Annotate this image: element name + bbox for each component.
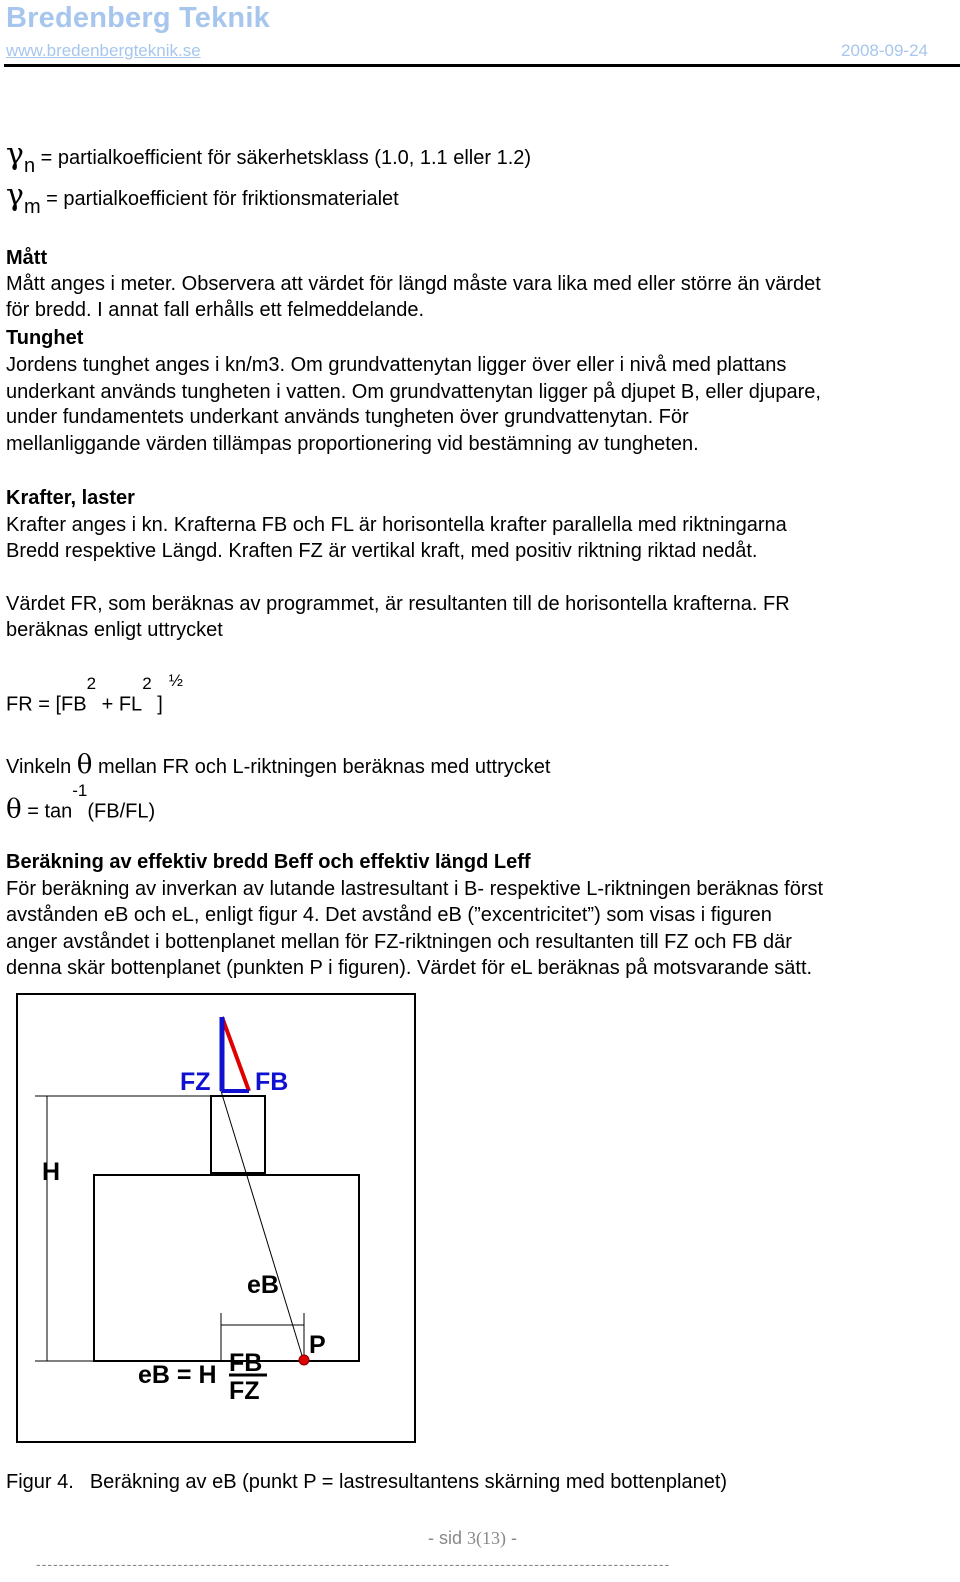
matt-line: för bredd. I annat fall erhålls ett felmeddelande. (6, 299, 425, 321)
fr-exponent: 2 (142, 674, 152, 693)
page-number: 3(13) (467, 1528, 506, 1548)
matt-heading: Mått (6, 247, 48, 269)
figure-4-diagram (18, 995, 418, 1445)
figure-caption (6, 1470, 727, 1494)
fr-exponent: 2 (86, 674, 97, 693)
angle-description (6, 750, 551, 780)
figure-4 (16, 993, 416, 1443)
fb-label: FB (255, 1068, 289, 1096)
angle-formula (6, 781, 156, 825)
company-title: Bredenberg Teknik (6, 2, 270, 34)
eb-formula-denominator: FZ (229, 1377, 260, 1405)
krafter-heading: Krafter, laster (6, 487, 135, 509)
header-divider (4, 64, 960, 67)
tunghet-line: Jordens tunghet anges i kn/m3. Om grundvattenytan ligger över eller i nivå med plattans (6, 354, 787, 376)
company-url-link[interactable]: www.bredenbergteknik.se (6, 41, 201, 60)
page-footer (0, 1528, 945, 1549)
p-label: P (309, 1331, 326, 1359)
figure-caption-text: Beräkning av eB (punkt P = lastresultantens skärning med bottenplanet) (89, 1471, 728, 1493)
angle-text: mellan FR och L-riktningen beräknas med uttrycket (92, 756, 551, 778)
column-outline (211, 1096, 265, 1173)
figure-caption-label: Figur 4. (6, 1471, 74, 1493)
gamma-n-text: = partialkoefficient för säkerhetsklass (1.0, 1.1 eller 1.2) (35, 147, 532, 169)
fr-line: beräknas enligt uttrycket (6, 619, 223, 641)
fb-vector-line (222, 1017, 249, 1091)
tunghet-line: mellanliggande värden tillämpas proportionering vid bestämning av tungheten. (6, 433, 699, 455)
matt-line: Mått anges i meter. Observera att värdet för längd måste vara lika med eller större än värdet (6, 273, 821, 295)
angle-formula-exponent: -1 (72, 781, 88, 800)
beff-line: anger avståndet i bottenplanet mellan för FZ-riktningen och resultanten till FZ och FB där (6, 931, 792, 953)
fr-half-exponent: ½ (168, 671, 183, 690)
gamma-symbol: γ (6, 137, 24, 172)
gamma-n-subscript: n (23, 155, 36, 177)
fz-label: FZ (180, 1068, 211, 1096)
beff-heading: Beräkning av effektiv bredd Beff och effektiv längd Leff (6, 851, 531, 873)
eb-formula-left: eB = H (138, 1361, 217, 1389)
eb-formula-numerator: FB (229, 1349, 263, 1377)
document-date: 2008-09-24 (841, 41, 928, 60)
beff-line: För beräkning av inverkan av lutande lastresultant i B- respektive L-riktningen beräknas först (6, 878, 824, 900)
eb-label: eB (247, 1271, 279, 1299)
tunghet-heading: Tunghet (6, 327, 84, 349)
fr-formula-part: ] (151, 693, 163, 716)
krafter-line: Bredd respektive Längd. Kraften FZ är vertikal kraft, med positiv riktning riktad nedåt. (6, 540, 758, 562)
beff-line: denna skär bottenplanet (punkten P i figuren). Värdet för eL beräknas på motsvarande sätt. (6, 957, 813, 979)
footer-dashed-rule: ---------------------------------------------------------------------------------------------------------------- (36, 1556, 671, 1572)
beff-line: avstånden eB och eL, enligt figur 4. Det avstånd eB (”excentricitet”) som visas i figuren (6, 904, 772, 926)
angle-formula-part: = tan (21, 800, 73, 823)
tunghet-line: under fundamentets underkant används tungheten över grundvattenytan. För (6, 406, 689, 428)
gamma-n-definition (6, 137, 532, 178)
gamma-symbol: γ (6, 178, 24, 213)
footer-prefix: - sid (427, 1528, 467, 1548)
krafter-line: Krafter anges i kn. Krafterna FB och FL är horisontella krafter parallella med riktningarna (6, 514, 787, 536)
fr-formula-part: + FL (96, 693, 143, 716)
h-label: H (42, 1158, 61, 1186)
gamma-m-subscript: m (23, 196, 41, 218)
point-p-marker (299, 1355, 309, 1365)
resultant-line (221, 1091, 304, 1362)
theta-symbol: θ (6, 794, 22, 825)
footer-suffix: - (506, 1528, 517, 1548)
angle-formula-part: (FB/FL) (87, 800, 156, 823)
fr-formula-part: FR = [FB (6, 693, 87, 716)
theta-symbol: θ (76, 750, 93, 780)
tunghet-line: underkant används tungheten i vatten. Om grundvattenytan ligger på djupet B, eller djupare, (6, 381, 821, 403)
angle-text: Vinkeln (6, 756, 77, 778)
fr-formula (6, 671, 183, 717)
fr-line: Värdet FR, som beräknas av programmet, är resultanten till de horisontella krafterna. FR (6, 593, 790, 615)
gamma-m-text: = partialkoefficient för friktionsmaterialet (40, 188, 399, 210)
gamma-m-definition (6, 178, 399, 219)
